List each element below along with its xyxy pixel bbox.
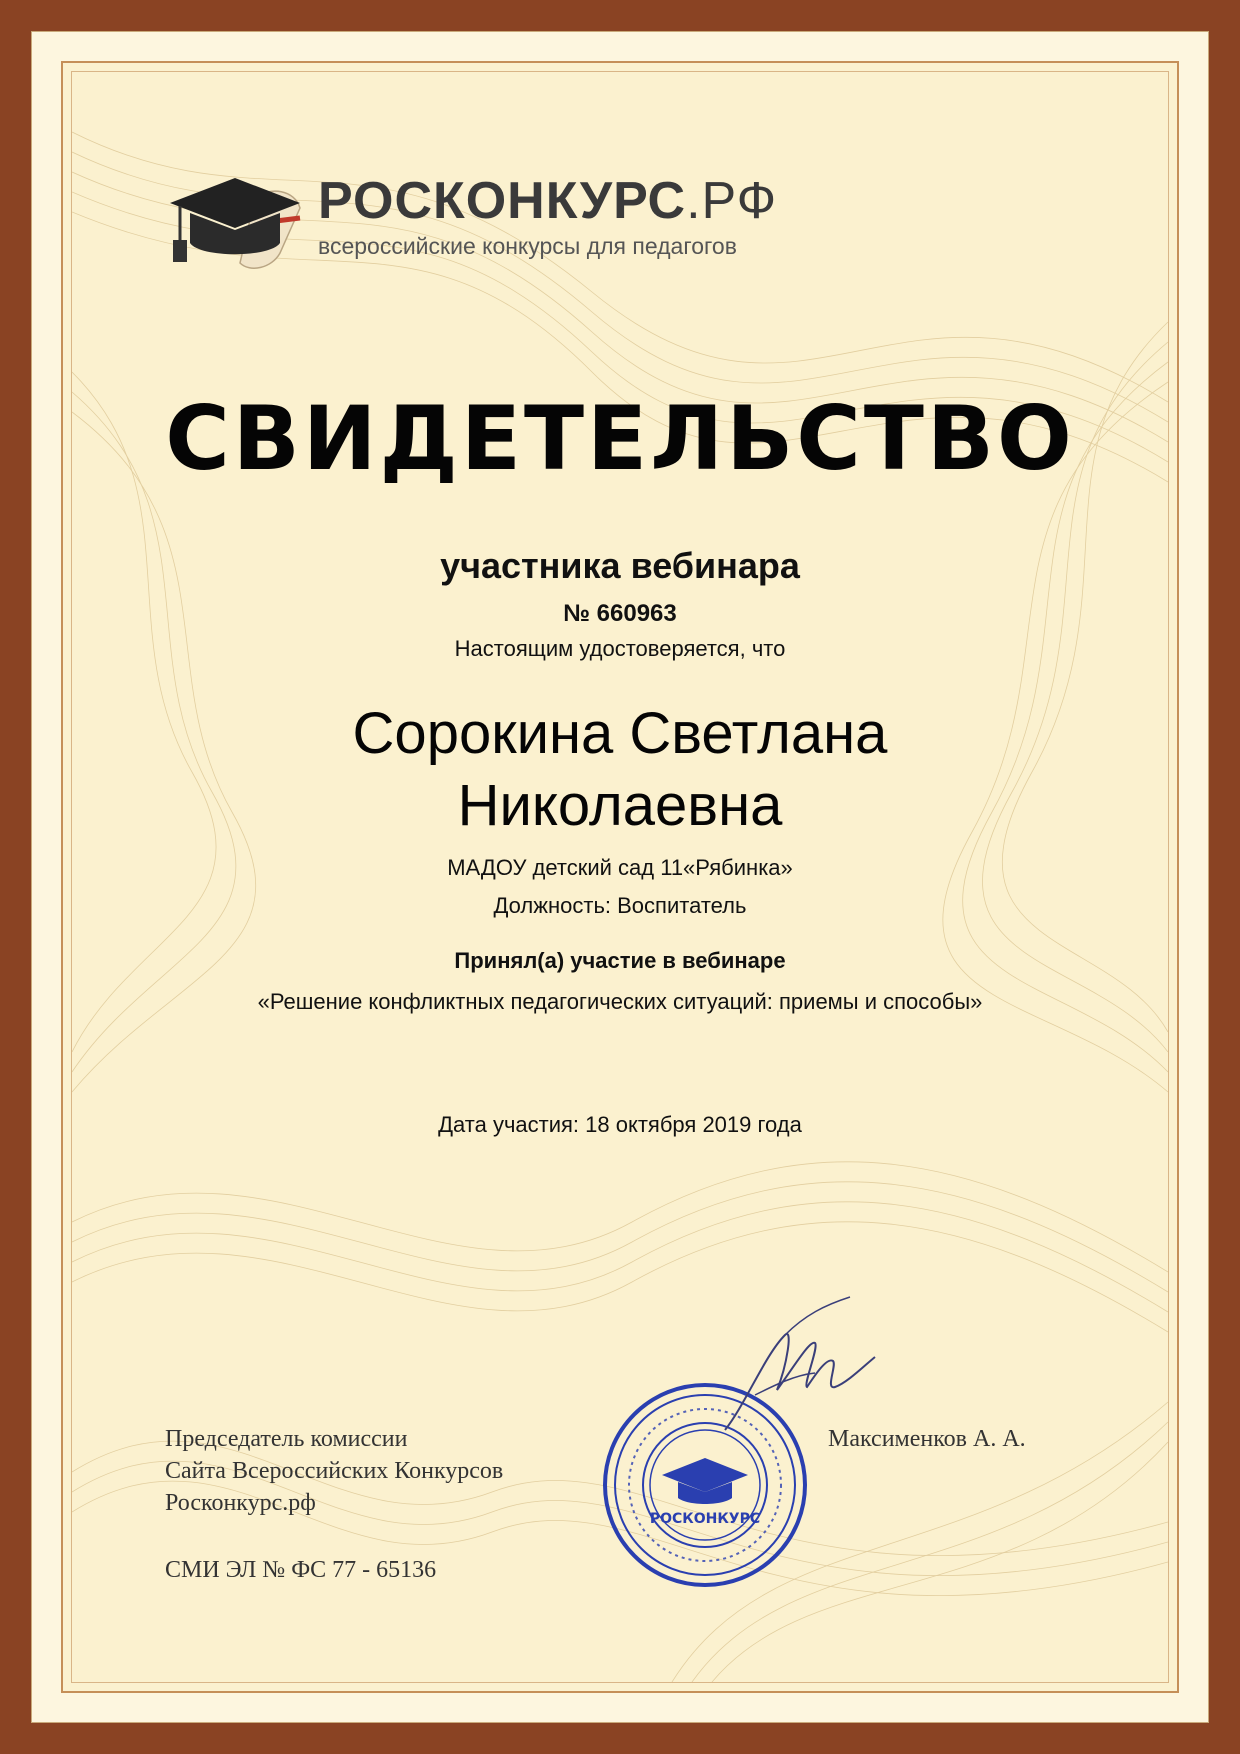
certificate-subtitle: участника вебинара (440, 545, 800, 586)
media-registration: СМИ ЭЛ № ФС 77 - 65136 (165, 1557, 437, 1583)
chair-line-1: Председатель комиссии (165, 1426, 408, 1452)
signer-name: Максименков А. А. (828, 1426, 1026, 1452)
chair-block (165, 1423, 503, 1519)
participation-date: Дата участия: 18 октября 2019 года (438, 1112, 802, 1137)
certificate-number: № 660963 (563, 600, 677, 627)
graduation-cap-and-diploma-icon (160, 168, 310, 283)
stamp-center-text: РОСКОНКУРС (649, 1511, 761, 1527)
participation-label: Принял(а) участие в вебинаре (454, 948, 786, 973)
webinar-title: «Решение конфликтных педагогических ситуаций: приемы и способы» (257, 989, 983, 1014)
recipient-name-line2: Николаевна (457, 773, 783, 838)
certificate-title: СВИДЕТЕЛЬСТВО (165, 387, 1075, 490)
logo-subtitle: всероссийские конкурсы для педагогов (318, 233, 737, 259)
recipient-name (120, 698, 1120, 842)
chair-line-3: Росконкурс.рф (165, 1490, 316, 1516)
attest-text: Настоящим удостоверяется, что (454, 636, 786, 661)
recipient-name-line1: Сорокина Светлана (352, 701, 888, 766)
position: Должность: Воспитатель (493, 893, 747, 918)
logo-title: РОСКОНКУРС.РФ (318, 172, 778, 230)
chair-line-2: Сайта Всероссийских Конкурсов (165, 1458, 504, 1484)
organization: МАДОУ детский сад 11«Рябинка» (447, 855, 793, 880)
